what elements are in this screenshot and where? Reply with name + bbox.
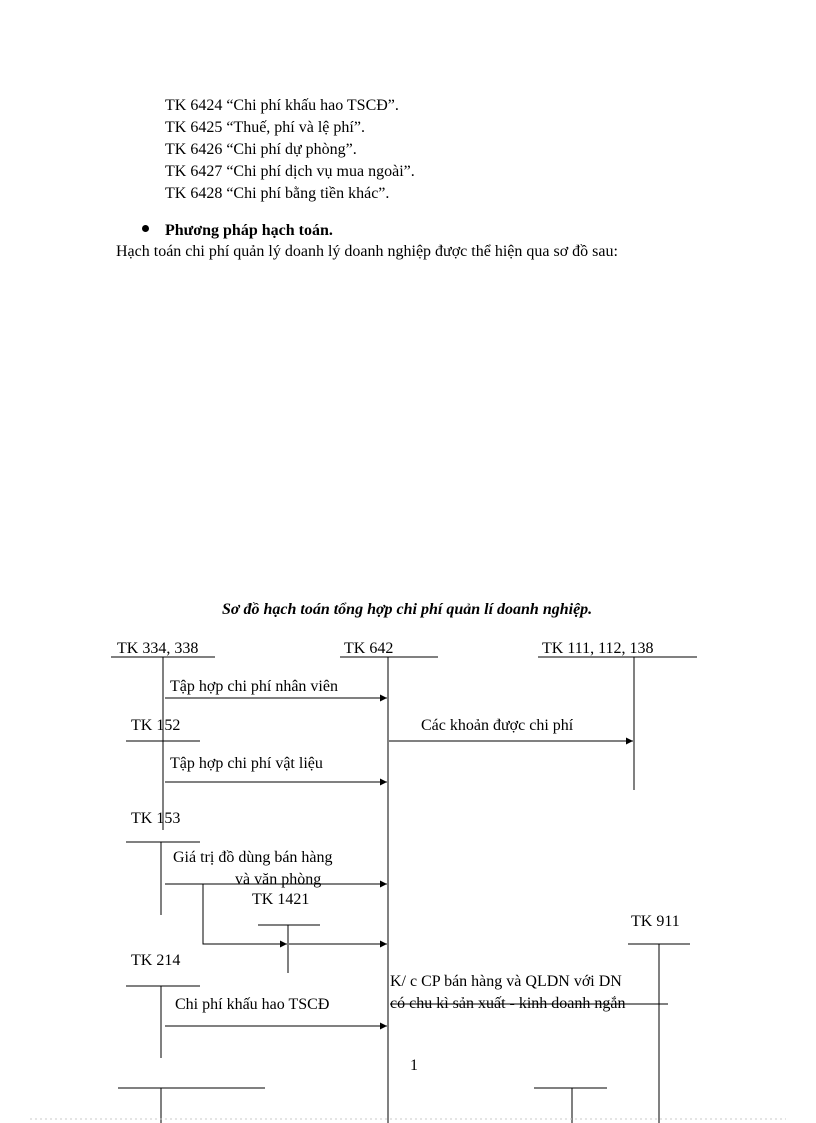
account-line-6428: TK 6428 “Chi phí bằng tiền khác”. [165, 185, 390, 202]
diagram-caption: Sơ đồ hạch toán tổng hợp chi phí quản lí doanh nghiệp. [222, 601, 593, 618]
depreciation-label: Chi phí khấu hao TSCĐ [175, 996, 330, 1013]
tk911-label: TK 911 [631, 913, 680, 930]
tk642-label: TK 642 [344, 640, 394, 657]
tk334-label: TK 334, 338 [117, 640, 199, 657]
staff-cost-label: Tập hợp chi phí nhân viên [170, 678, 338, 695]
tk152-label: TK 152 [131, 717, 181, 734]
tools-value-line1: Giá trị đồ dùng bán hàng [173, 849, 333, 866]
page-number: 1 [410, 1057, 418, 1074]
tk1421-label: TK 1421 [252, 891, 310, 908]
transfer-line2: có chu kì sản xuất - kinh doanh ngắn [390, 995, 626, 1012]
account-line-6427: TK 6427 “Chi phí dịch vụ mua ngoài”. [165, 163, 415, 180]
material-cost-label: Tập hợp chi phí vật liệu [170, 755, 323, 772]
tk214-label: TK 214 [131, 952, 181, 969]
account-line-6425: TK 6425 “Thuế, phí và lệ phí”. [165, 119, 365, 136]
reductions-label: Các khoản được chi phí [421, 717, 574, 734]
tk111-label: TK 111, 112, 138 [542, 640, 654, 657]
method-heading: Phương pháp hạch toán. [165, 222, 333, 239]
tk153-label: TK 153 [131, 810, 181, 827]
method-intro: Hạch toán chi phí quản lý doanh lý doanh nghiệp được thể hiện qua sơ đồ sau: [116, 243, 618, 260]
tools-value-line2: và văn phòng [235, 871, 322, 888]
account-line-6424: TK 6424 “Chi phí khấu hao TSCĐ”. [165, 97, 399, 114]
transfer-line1: K/ c CP bán hàng và QLDN với DN [390, 973, 622, 990]
account-line-6426: TK 6426 “Chi phí dự phòng”. [165, 141, 357, 158]
